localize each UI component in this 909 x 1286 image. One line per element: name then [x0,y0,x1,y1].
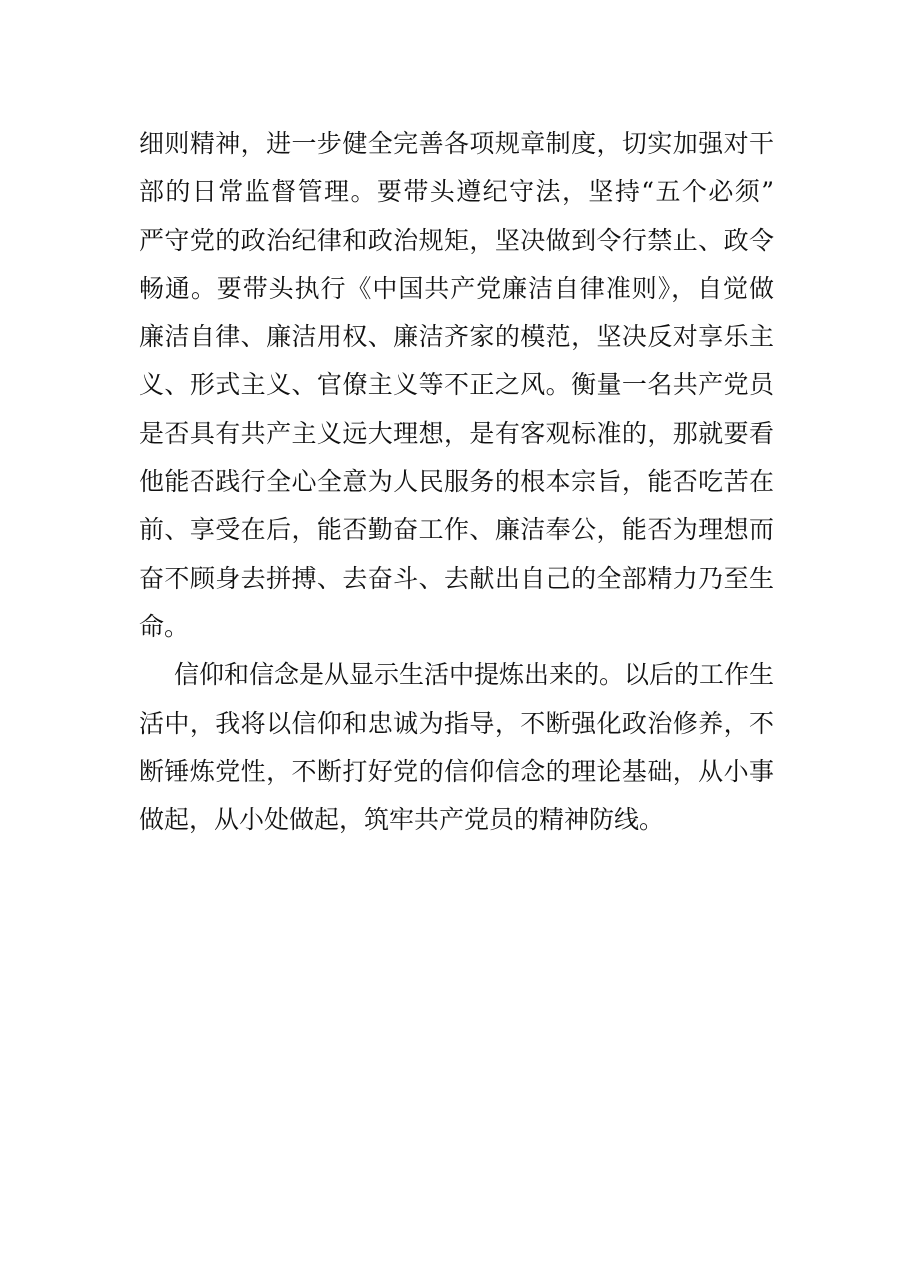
paragraph-2-line-1: 信仰和信念是从显示生活中提炼出来的。以后的工作生 [174,660,775,690]
paragraph-2-line-3: 断锤炼党性，不断打好党的信仰信念的理论基础，从小事 [139,756,774,786]
paragraph-1 [139,120,774,651]
paragraph-2 [139,651,774,844]
paragraph-1-line-4: 畅通。要带头执行《中国共产党廉洁自律准则》，自觉做 [139,273,774,303]
paragraph-1-line-6: 义、形式主义、官僚主义等不正之风。衡量一名共产党员 [139,370,774,400]
paragraph-1-line-7: 是否具有共产主义远大理想，是有客观标准的，那就要看 [139,418,774,448]
paragraph-1-line-5: 廉洁自律、廉洁用权、廉洁齐家的模范，坚决反对享乐主 [139,322,774,352]
document-body [139,120,774,844]
paragraph-1-line-1: 细则精神，进一步健全完善各项规章制度，切实加强对干 [139,129,774,158]
paragraph-1-line-3: 严守党的政治纪律和政治规矩，坚决做到令行禁止、政令 [139,225,774,255]
paragraph-1-line-9: 前、享受在后，能否勤奋工作、廉洁奉公，能否为理想而 [139,515,774,545]
paragraph-2-line-2: 活中，我将以信仰和忠诚为指导，不断强化政治修养，不 [139,708,774,738]
paragraph-2-line-4: 做起，从小处做起，筑牢共产党员的精神防线。 [139,805,665,835]
paragraph-1-line-8: 他能否践行全心全意为人民服务的根本宗旨，能否吃苦在 [139,467,774,497]
paragraph-1-line-11: 命。 [139,611,190,641]
paragraph-1-line-2: 部的日常监督管理。要带头遵纪守法，坚持“五个必须” [139,177,774,207]
paragraph-1-line-10: 奋不顾身去拼搏、去奋斗、去献出自己的全部精力乃至生 [139,563,774,593]
